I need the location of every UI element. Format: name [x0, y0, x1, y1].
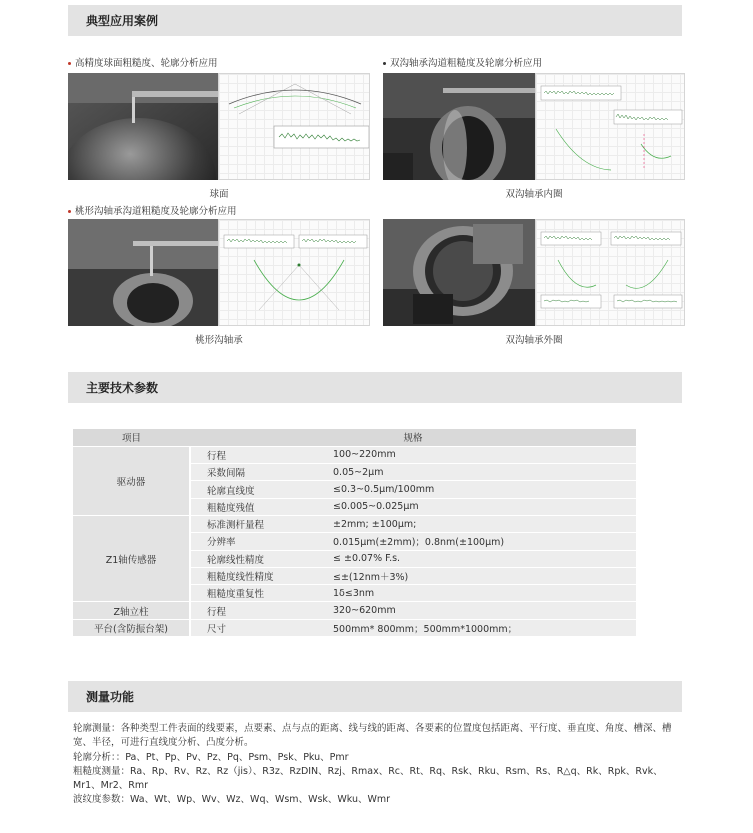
function-paragraph: 粗糙度测量：Ra、Rp、Rv、Rz、Rz（jis）、R3z、RzDIN、Rzj、Rmax、Rc、Rt、Rq、Rsk、Rku、Rsm、Rs、R△q、Rk、Rpk、Rvk、Mr1、Mr2、Rmr [73, 765, 663, 792]
spec-header-item: 项目 [73, 429, 190, 446]
function-paragraph: 波纹度参数：Wa、Wt、Wp、Wv、Wz、Wq、Wsm、Wsk、Wku、Wmr [73, 794, 391, 806]
table-row [73, 619, 636, 636]
cases-section-header [68, 5, 682, 36]
spec-value: 320~620mm [317, 602, 636, 619]
case-chart-peach-bearing [218, 219, 370, 326]
spec-value: ≤0.3~0.5μm/100mm [317, 481, 636, 498]
case-chart-inner-ring [535, 73, 685, 180]
spec-table [73, 429, 636, 637]
case-title-2 [383, 55, 542, 69]
case-title-text: 双沟轴承沟道粗糙度及轮廓分析应用 [390, 58, 543, 69]
case-title-3 [68, 203, 237, 217]
spec-value: ±2mm; ±100μm; [317, 515, 636, 532]
case-caption-3: 桃形沟轴承 [195, 335, 243, 346]
case-photo-outer-ring [383, 219, 535, 326]
case-caption-4: 双沟轴承外圈 [505, 335, 563, 346]
spec-item: 粗糙度重复性 [190, 585, 317, 602]
cases-section-title: 典型应用案例 [86, 14, 159, 28]
spec-item: 行程 [190, 446, 317, 463]
spec-value: 500mm* 800mm；500mm*1000mm； [317, 619, 636, 636]
spec-item: 轮廓线性精度 [190, 550, 317, 567]
spec-value: 100~220mm [317, 446, 636, 463]
spec-value: 0.015μm(±2mm)；0.8nm(±100μm) [317, 533, 636, 550]
spec-category: 驱动器 [73, 446, 190, 515]
spec-value: 1δ≤3nm [317, 585, 636, 602]
spec-category: Z1轴传感器 [73, 515, 190, 601]
spec-value: 0.05~2μm [317, 464, 636, 481]
spec-item: 分辨率 [190, 533, 317, 550]
spec-value: ≤ ±0.07% F.s. [317, 550, 636, 567]
functions-text-block [73, 722, 685, 808]
spec-item: 标准测杆量程 [190, 515, 317, 532]
case-chart-outer-ring [535, 219, 685, 326]
functions-section-title: 测量功能 [86, 690, 135, 704]
bullet-dot-icon [68, 210, 71, 213]
table-row [73, 446, 636, 463]
params-section-header [68, 372, 682, 403]
spec-category: 平台(含防振台架) [73, 619, 190, 636]
spec-item: 粗糙度线性精度 [190, 567, 317, 584]
spec-item: 行程 [190, 602, 317, 619]
function-paragraph: 轮廓分析：：Pa、Pt、Pp、Pv、Pz、Pq、Psm、Psk、Pku、Pmr [73, 751, 349, 763]
table-row [73, 515, 636, 532]
spec-item: 尺寸 [190, 619, 317, 636]
spec-value: ≤0.005~0.025μm [317, 498, 636, 515]
spec-category: Z轴立柱 [73, 602, 190, 619]
functions-section-header [68, 681, 682, 712]
function-paragraph: 轮廓测量：各种类型工件表面的线要素，点要素、点与点的距离、线与线的距离、各要素的位置度包括距离、平行度、垂直度、角度、槽深、槽宽、半径，可进行直线度分析、凸度分析。 [73, 723, 672, 749]
spec-value: ≤±(12nm＋3%) [317, 567, 636, 584]
case-title-1 [68, 55, 218, 69]
case-caption-1: 球面 [209, 189, 229, 200]
params-section-title: 主要技术参数 [86, 381, 159, 395]
table-row [73, 602, 636, 619]
spec-item: 采数间隔 [190, 464, 317, 481]
spec-item: 轮廓直线度 [190, 481, 317, 498]
spec-item: 粗糙度残值 [190, 498, 317, 515]
case-chart-sphere [218, 73, 370, 180]
case-photo-peach-bearing [68, 219, 218, 326]
case-title-text: 高精度球面粗糙度、轮廓分析应用 [75, 58, 218, 69]
case-caption-2: 双沟轴承内圈 [505, 189, 563, 200]
spec-table-header-row [73, 429, 636, 446]
bullet-dot-icon [383, 62, 386, 65]
case-title-text: 桃形沟轴承沟道粗糙度及轮廓分析应用 [75, 206, 237, 217]
spec-header-spec: 规格 [190, 429, 636, 446]
case-photo-inner-ring [383, 73, 535, 180]
case-photo-sphere [68, 73, 218, 180]
bullet-dot-icon [68, 62, 71, 65]
